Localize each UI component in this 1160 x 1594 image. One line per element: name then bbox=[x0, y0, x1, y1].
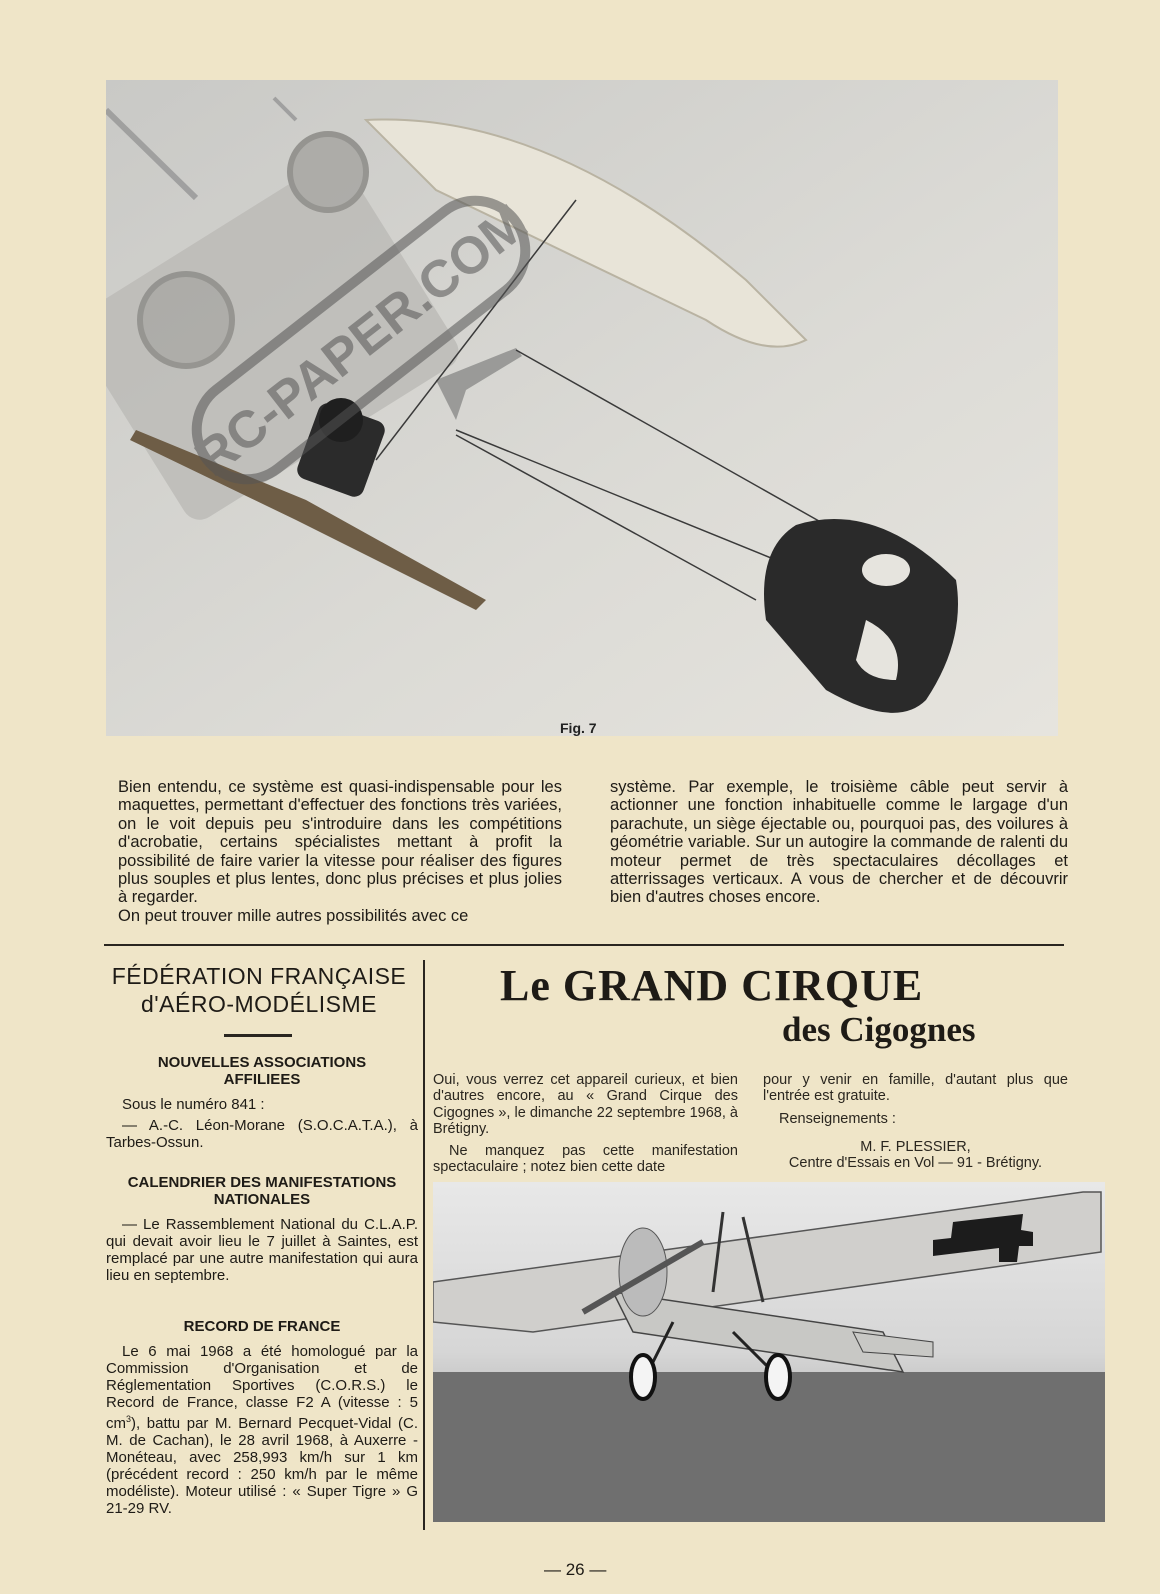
section-record bbox=[106, 1318, 418, 1517]
section-text: Sous le numéro 841 : bbox=[122, 1096, 265, 1113]
article-paragraph: Ne manquez pas cette manifestation spectaculaire ; notez bien cette date bbox=[433, 1143, 738, 1176]
intro-left-column bbox=[118, 778, 562, 925]
article-paragraph: Centre d'Essais en Vol — 91 - Brétigny. bbox=[788, 1155, 1043, 1172]
ffam-title-line-2: d'AÉRO-MODÉLISME bbox=[140, 991, 378, 1017]
section-heading: NOUVELLES ASSOCIATIONS AFFILIEES bbox=[157, 1054, 367, 1088]
section-calendrier bbox=[106, 1174, 418, 1284]
section-heading: CALENDRIER DES MANIFESTATIONS NATIONALES bbox=[127, 1174, 397, 1208]
monoplane-photo bbox=[433, 1182, 1105, 1522]
section-text: — A.-C. Léon-Morane (S.O.C.A.T.A.), à Tarbes-Ossun. bbox=[106, 1117, 418, 1151]
intro-paragraph-2: On peut trouver mille autres possibilités avec ce bbox=[118, 906, 469, 925]
intro-right-column bbox=[610, 778, 1068, 907]
article-paragraph: pour y venir en famille, d'autant plus que l'entrée est gratuite. bbox=[763, 1072, 1068, 1105]
ffam-title bbox=[104, 962, 414, 1018]
article-paragraph: Renseignements : bbox=[779, 1110, 896, 1127]
article-title: Le GRAND CIRQUE bbox=[500, 961, 924, 1010]
ffam-title-line-1: FÉDÉRATION FRANÇAISE bbox=[111, 963, 407, 989]
title-underline bbox=[224, 1034, 292, 1037]
horizontal-divider bbox=[104, 944, 1064, 946]
section-text: — Le Rassemblement National du C.L.A.P. qui devait avoir lieu le 7 juillet à Saintes, est remplacé par une autre manifestation qui aura lieu en septembre. bbox=[106, 1216, 418, 1284]
figure-label: Fig. 7 bbox=[560, 720, 597, 736]
article-column-2 bbox=[763, 1072, 1068, 1171]
svg-text:RC-PAPER.COM: RC-PAPER.COM bbox=[184, 193, 539, 488]
watermark-stamp bbox=[146, 180, 576, 500]
article-subtitle: des Cigognes bbox=[782, 1010, 976, 1049]
article-column-1 bbox=[433, 1072, 738, 1176]
intro-paragraph-1: Bien entendu, ce système est quasi-indispensable pour les maquettes, permettant d'effectuer des fonctions très variées, on le voit depuis peu s'introduire dans les compétitions d'acrobatie, certains spécialistes mettant à profit la possibilité de faire varier la vitesse pour réaliser des figures plus souples et plus lentes, donc plus précises et plus jolies à regarder. bbox=[118, 778, 562, 907]
figure-7-photo bbox=[106, 80, 1058, 736]
article-paragraph: M. F. PLESSIER, bbox=[860, 1138, 971, 1155]
section-associations bbox=[106, 1054, 418, 1151]
page-number: — 26 — bbox=[544, 1560, 607, 1579]
vertical-divider bbox=[423, 960, 425, 1530]
section-text: Le 6 mai 1968 a été homologué par la Commission d'Organisation et de Réglementation Sportives (C.O.R.S.) le Record de France, classe F2 A (vitesse : 5 $cm^3$), battu par M. Bernard Pecquet-Vidal (C. M. de Cachan), le 28 avril 1968, à Auxerre - Monéteau, avec 258,993 km/h sur 1 km (précédent record : 250 km/h par le même modéliste). Moteur utilisé : « Super Tigre » G 21-29 RV. bbox=[106, 1343, 418, 1517]
section-heading: RECORD DE FRANCE bbox=[183, 1318, 341, 1335]
intro-paragraph-3: système. Par exemple, le troisième câble peut servir à actionner une fonction inhabituelle comme le largage d'un parachute, un siège éjectable ou, pourquoi pas, des voilures à géométrie variable. Sur un autogire la commande de ralenti du moteur permet de très spectaculaires décollages et atterrissages verticaux. A vous de chercher et de découvrir bien d'autres choses encore. bbox=[610, 778, 1068, 907]
article-paragraph: Oui, vous verrez cet appareil curieux, et bien d'autres encore, au « Grand Cirque des Cigognes », le dimanche 22 septembre 1968, à Brétigny. bbox=[433, 1072, 738, 1137]
